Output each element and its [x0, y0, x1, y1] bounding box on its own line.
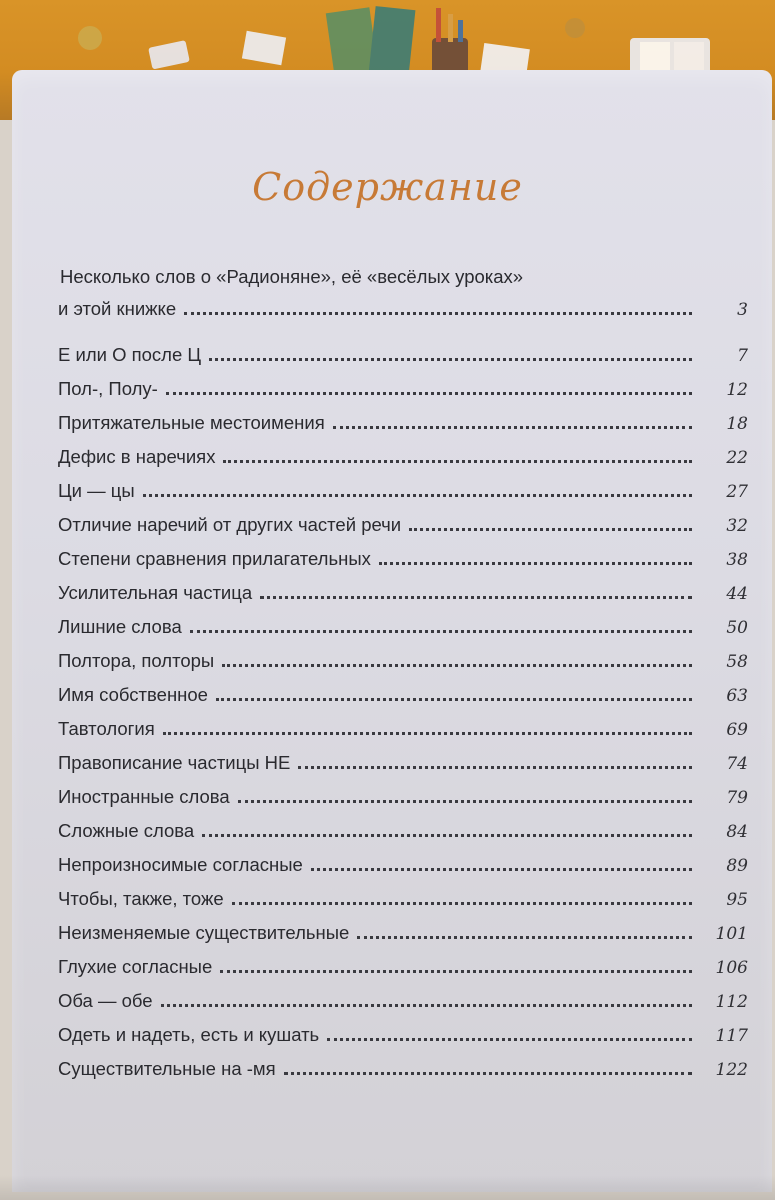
dot-leader — [409, 528, 692, 531]
toc-page-number: 117 — [715, 1026, 748, 1046]
toc-page-number: 106 — [715, 958, 748, 978]
toc-page-number: 84 — [726, 822, 748, 842]
toc-entry-title: Дефис в наречиях — [58, 446, 216, 467]
toc-page-number: 12 — [726, 380, 748, 400]
dot-leader — [223, 460, 692, 463]
toc-page-number: 22 — [726, 448, 748, 468]
dot-leader — [166, 392, 692, 395]
page-bottom-edge — [0, 1175, 775, 1200]
toc-entry-title: Ци — цы — [58, 480, 135, 501]
toc-entry — [58, 442, 748, 468]
toc-entry — [58, 510, 748, 536]
toc-entry-title: Оба — обе — [58, 990, 153, 1011]
toc-entry-title: Полтора, полторы — [58, 650, 215, 671]
dot-leader — [298, 766, 692, 769]
toc-entry — [58, 374, 748, 400]
toc-page-number: 44 — [726, 584, 748, 604]
toc-entry — [58, 748, 748, 774]
toc-entry — [58, 782, 748, 808]
toc-entry-title: Притяжательные местоимения — [58, 412, 325, 433]
toc-page-number: 27 — [726, 482, 748, 502]
page-title: Содержание — [252, 165, 523, 209]
toc-entry-title: Степени сравнения прилагательных — [58, 548, 371, 569]
dot-leader — [379, 562, 692, 565]
toc-entry — [58, 952, 748, 978]
toc-entry — [58, 714, 748, 740]
toc-entry-title: Существительные на -мя — [58, 1058, 276, 1079]
dot-leader — [333, 426, 692, 429]
toc-entry — [58, 680, 748, 706]
toc-page-number: 95 — [726, 890, 748, 910]
toc-entry — [58, 850, 748, 876]
toc-entry — [58, 816, 748, 842]
toc-entry-title: Иностранные слова — [58, 786, 230, 807]
toc-page-number: 7 — [737, 346, 748, 366]
dot-leader — [190, 630, 692, 633]
toc-entry-title: Правописание частицы НЕ — [58, 752, 291, 773]
dot-leader — [209, 358, 692, 361]
toc-entry-title: и этой книжке — [58, 298, 177, 319]
toc-entry — [58, 884, 748, 910]
toc-page-number: 79 — [726, 788, 748, 808]
dot-leader — [284, 1072, 692, 1075]
toc-page-number: 38 — [726, 550, 748, 570]
dot-leader — [311, 868, 692, 871]
toc-page-number: 89 — [726, 856, 748, 876]
toc-page-number: 122 — [715, 1060, 748, 1080]
toc-entry — [58, 544, 748, 570]
toc-page-number: 69 — [726, 720, 748, 740]
toc-entry — [58, 578, 748, 604]
toc-entry-title: Лишние слова — [58, 616, 182, 637]
toc-entry — [58, 1054, 748, 1080]
toc-page-number: 112 — [715, 992, 748, 1012]
dot-leader — [161, 1004, 692, 1007]
toc-entry-1-line2-row — [58, 294, 748, 320]
toc-page-number: 18 — [726, 414, 748, 434]
toc-entry-title: Отличие наречий от других частей речи — [58, 514, 402, 535]
toc-page-number: 58 — [726, 652, 748, 672]
toc-entry-title: Одеть и надеть, есть и кушать — [58, 1024, 320, 1045]
toc-entry-title: Усилительная частица — [58, 582, 253, 603]
toc-page-number: 63 — [726, 686, 748, 706]
toc-entry — [58, 646, 748, 672]
dot-leader — [232, 902, 692, 905]
toc-entry-title: Имя собственное — [58, 684, 208, 705]
toc-entry — [58, 1020, 748, 1046]
dot-leader — [220, 970, 692, 973]
dot-leader — [327, 1038, 692, 1041]
toc-entry-title: Тавтология — [58, 718, 155, 739]
toc-entry-title: Сложные слова — [58, 820, 195, 841]
toc-entry-title: Непроизносимые согласные — [58, 854, 303, 875]
dot-leader — [184, 312, 692, 315]
dot-leader — [163, 732, 692, 735]
toc-page-number: 3 — [737, 300, 748, 320]
toc-entry — [58, 986, 748, 1012]
dot-leader — [238, 800, 692, 803]
toc-entry-title: Глухие согласные — [58, 956, 213, 977]
toc-entry-title: Чтобы, также, тоже — [58, 888, 224, 909]
toc-entry — [58, 340, 748, 366]
toc-page-number: 50 — [726, 618, 748, 638]
toc-entry-title: Е или О после Ц — [58, 344, 202, 365]
dot-leader — [216, 698, 692, 701]
dot-leader — [357, 936, 692, 939]
dot-leader — [143, 494, 692, 497]
toc-page-number: 74 — [726, 754, 748, 774]
toc-page-number: 32 — [726, 516, 748, 536]
dot-leader — [260, 596, 692, 599]
toc-entry — [58, 408, 748, 434]
dot-leader — [222, 664, 692, 667]
dot-leader — [202, 834, 692, 837]
toc-entry — [58, 476, 748, 502]
toc-entry-title: Пол-, Полу- — [58, 378, 158, 399]
toc-entry — [58, 918, 748, 944]
toc-entry-title: Неизменяемые существительные — [58, 922, 350, 943]
toc-entry-1-line1: Несколько слов о «Радионяне», её «весёлых уроках» — [60, 266, 524, 287]
toc-page-number: 101 — [715, 924, 748, 944]
toc-entry — [58, 612, 748, 638]
